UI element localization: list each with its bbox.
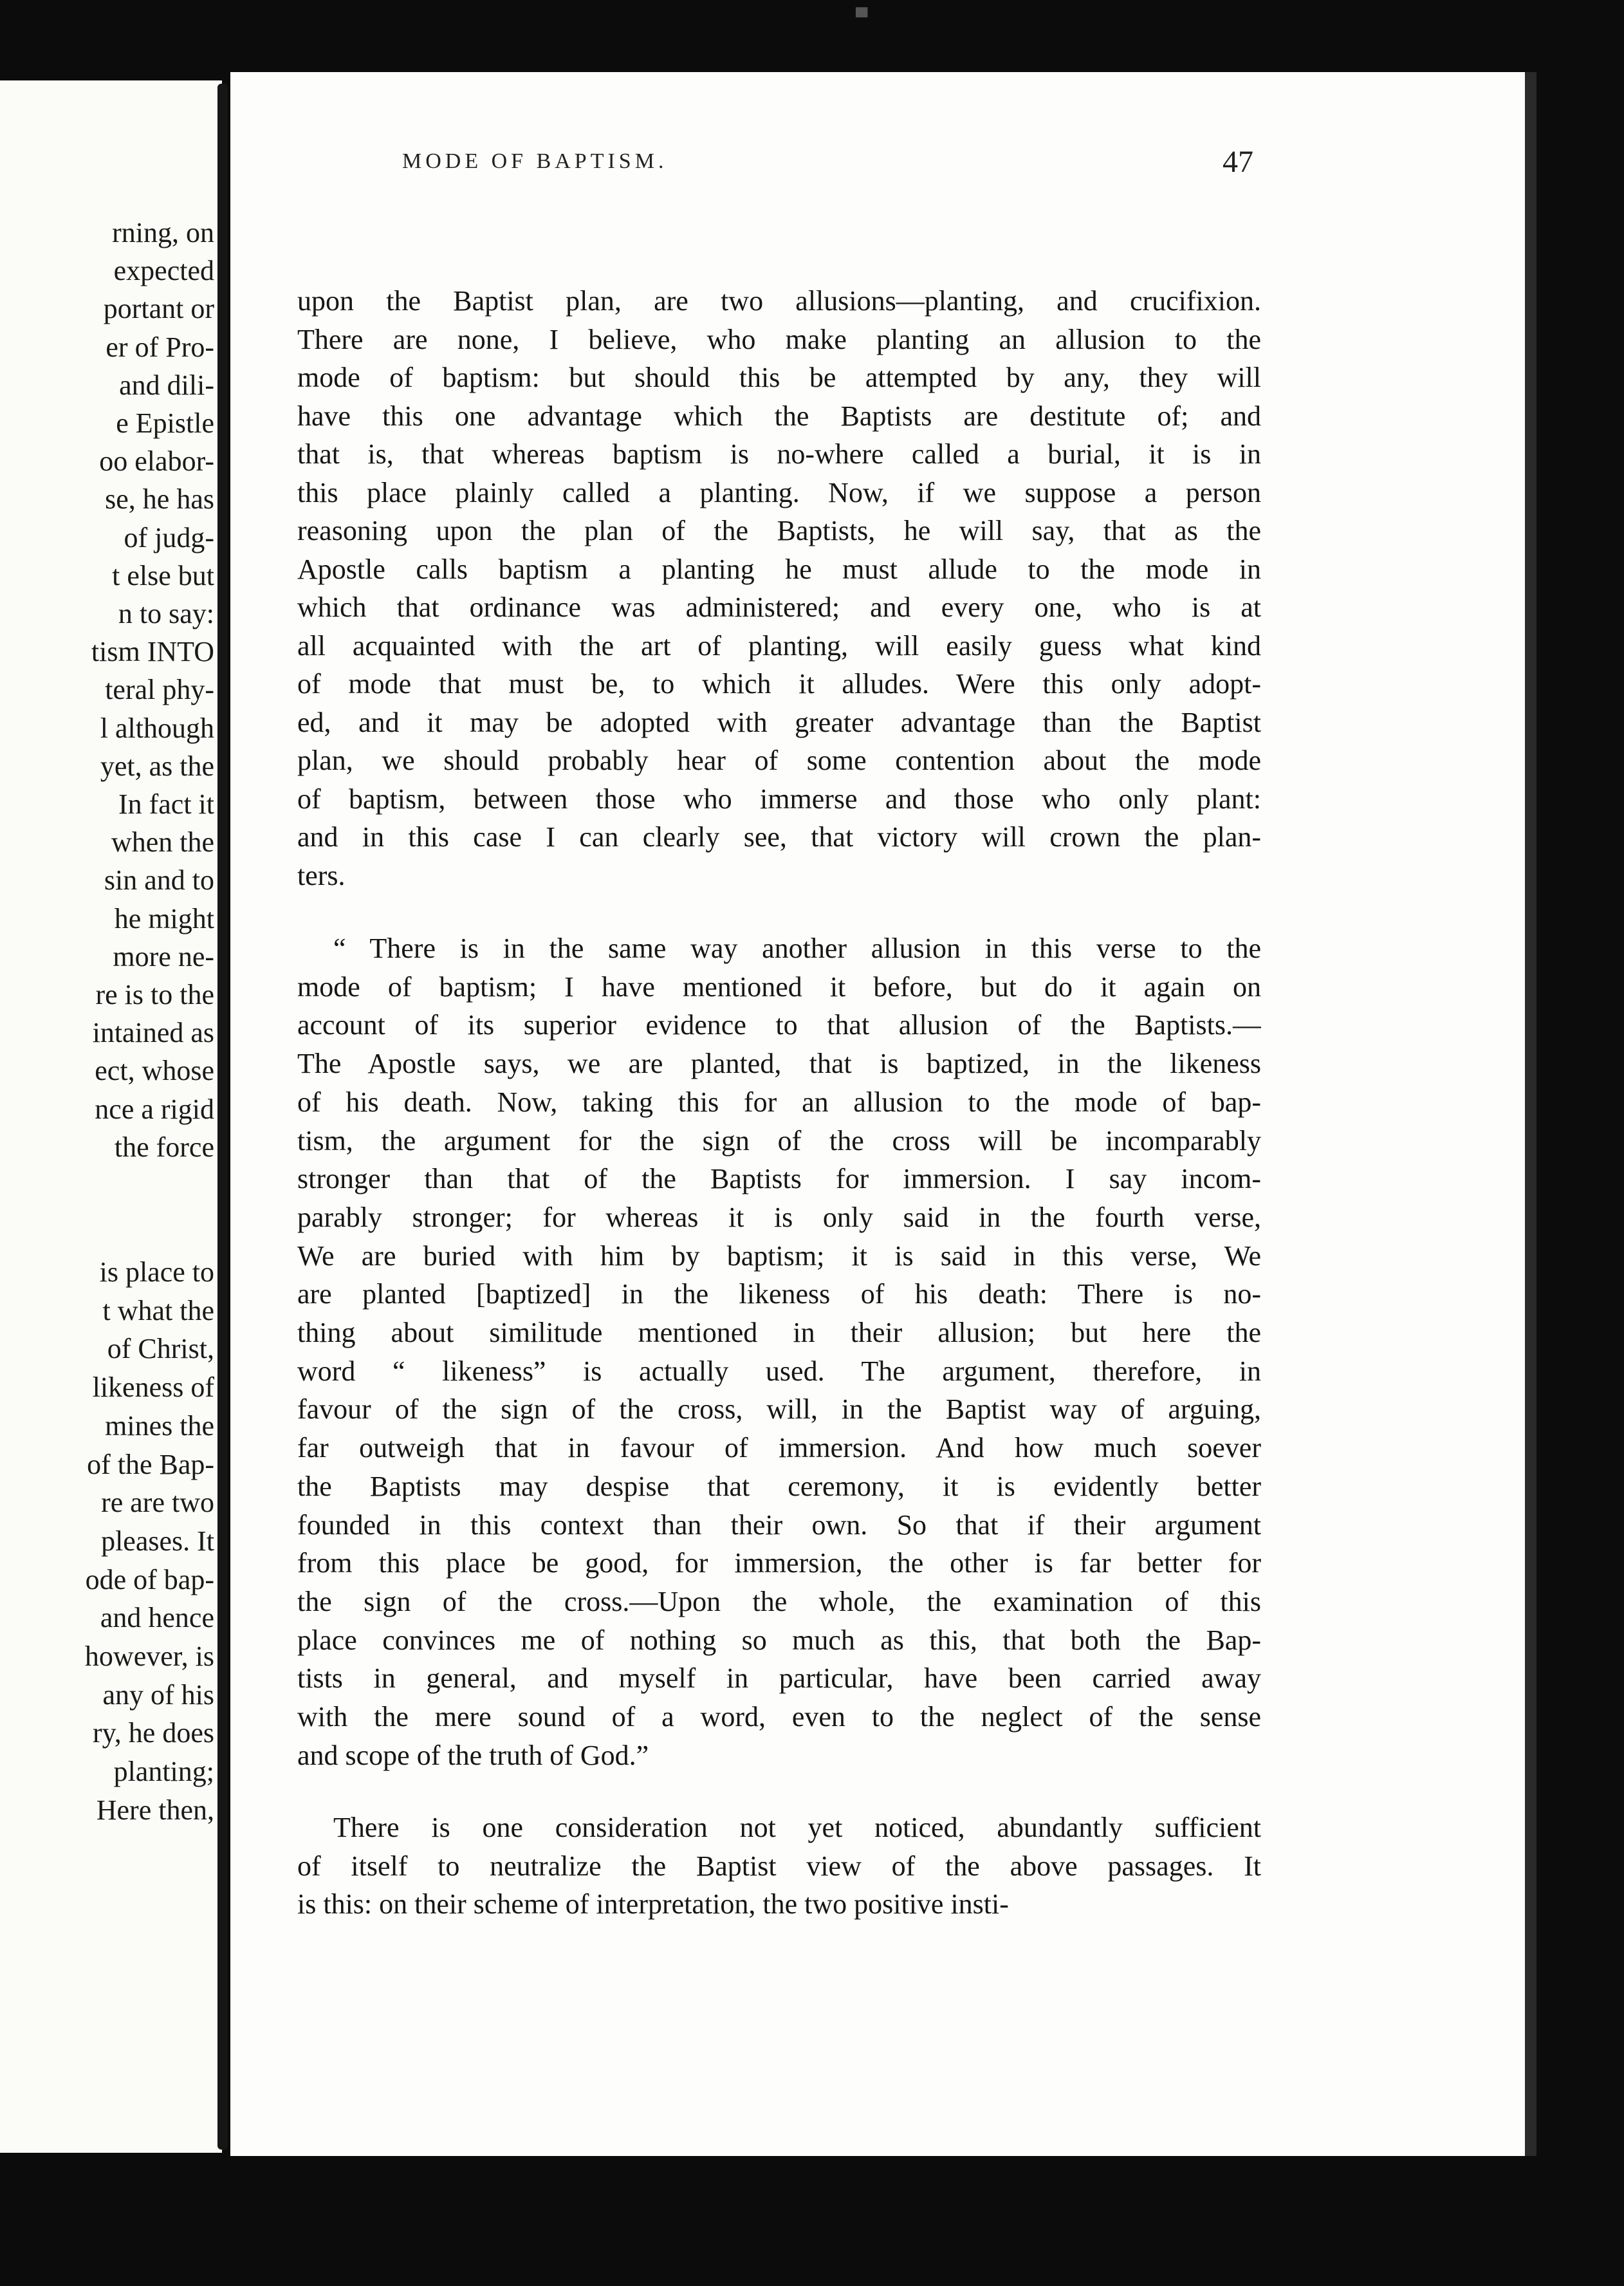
- left-page-text-line: he might: [114, 902, 214, 934]
- text-line: “ There is in the same way another allusion in this verse to the: [333, 933, 1261, 964]
- left-page-text-line: e Epistle: [116, 407, 214, 439]
- left-page-text-line: of judg-: [124, 521, 214, 553]
- text-line: are planted [baptized] in the likeness of his death: There is no-: [297, 1278, 1261, 1310]
- text-line: There is one consideration not yet noticed, abundantly sufficient: [333, 1812, 1261, 1843]
- left-page-text-line: intained as: [92, 1017, 214, 1049]
- left-page-text-line: In fact it: [118, 788, 214, 820]
- left-page-text-line: of Christ,: [107, 1333, 214, 1365]
- text-line: which that ordinance was administered; and every one, who is at: [297, 591, 1261, 623]
- left-page-text-line: ect, whose: [95, 1055, 214, 1087]
- text-line: account of its superior evidence to that allusion of the Baptists.—: [297, 1009, 1261, 1041]
- text-line: of baptism, between those who immerse and those who only plant:: [297, 783, 1261, 815]
- text-line: There are none, I believe, who make planting an allusion to the: [297, 323, 1261, 355]
- left-page-text-line: ode of bap-: [85, 1563, 214, 1595]
- page-edge-shadow: [1525, 72, 1536, 2156]
- left-page-text-line: yet, as the: [100, 750, 214, 782]
- text-line: is this: on their scheme of interpretation, the two positive insti-: [297, 1888, 1009, 1920]
- text-line: of mode that must be, to which it alludes. Were this only adopt-: [297, 668, 1261, 700]
- text-line: all acquainted with the art of planting, will easily guess what kind: [297, 629, 1261, 662]
- left-page-text-line: oo elabor-: [99, 445, 214, 478]
- text-line: the Baptists may despise that ceremony, it is evidently better: [297, 1470, 1261, 1502]
- left-page-text-line: ry, he does: [93, 1717, 214, 1749]
- text-line: this place plainly called a planting. Now, if we suppose a person: [297, 476, 1261, 508]
- text-line: have this one advantage which the Baptists are destitute of; and: [297, 400, 1261, 432]
- text-line: far outweigh that in favour of immersion. And how much soever: [297, 1432, 1261, 1464]
- left-page-text-line: pleases. It: [101, 1525, 214, 1557]
- left-page-text-line: t what the: [102, 1294, 214, 1326]
- left-page-text-line: t else but: [112, 559, 214, 591]
- left-page-text-line: er of Pro-: [106, 331, 214, 363]
- left-page-text-line: rning, on: [112, 217, 214, 248]
- scan-stray-mark: ▀: [856, 8, 868, 26]
- left-page-text-line: when the: [111, 826, 214, 859]
- left-page-text-line: planting;: [113, 1756, 214, 1788]
- left-page-text-line: is place to: [99, 1256, 214, 1288]
- left-page-text-line: sin and to: [104, 864, 214, 897]
- text-line: Apostle calls baptism a planting he must allude to the mode in: [297, 553, 1261, 585]
- left-page-text-line: expected: [113, 255, 214, 287]
- text-line: The Apostle says, we are planted, that is baptized, in the likeness: [297, 1048, 1261, 1080]
- left-page: [0, 80, 222, 2153]
- left-page-text-line: re are two: [101, 1487, 214, 1519]
- left-page-text-line: l although: [100, 712, 214, 744]
- left-page-text-line: the force: [114, 1131, 214, 1163]
- text-line: mode of baptism: but should this be attempted by any, they will: [297, 362, 1261, 393]
- text-line: place convinces me of nothing so much as this, that both the Bap-: [297, 1624, 1261, 1656]
- left-page-text-line: and dili-: [119, 369, 214, 401]
- text-line: parably stronger; for whereas it is only said in the fourth verse,: [297, 1201, 1261, 1233]
- text-line: tism, the argument for the sign of the cross will be incomparably: [297, 1124, 1261, 1157]
- left-page-text-line: more ne-: [113, 940, 214, 972]
- left-page-text-line: however, is: [84, 1640, 214, 1672]
- left-page-text-line: mines the: [105, 1409, 214, 1442]
- left-page-text-line: tism INTO: [91, 636, 214, 668]
- text-line: We are buried with him by baptism; it is said in this verse, We: [297, 1240, 1261, 1272]
- text-line: from this place be good, for immersion, the other is far better for: [297, 1547, 1261, 1579]
- text-line: favour of the sign of the cross, will, in the Baptist way of arguing,: [297, 1393, 1261, 1426]
- page-number: 47: [1223, 145, 1253, 179]
- text-line: of his death. Now, taking this for an allusion to the mode of bap-: [297, 1086, 1261, 1118]
- left-page-text-line: any of his: [102, 1678, 214, 1711]
- text-line: that is, that whereas baptism is no-where called a burial, it is in: [297, 438, 1261, 470]
- text-line: the sign of the cross.—Upon the whole, the examination of this: [297, 1585, 1261, 1617]
- text-line: and in this case I can clearly see, that victory will crown the plan-: [297, 821, 1261, 853]
- book-spine-gutter: [217, 84, 228, 2150]
- text-line: upon the Baptist plan, are two allusions—planting, and crucifixion.: [297, 285, 1261, 317]
- text-line: ters.: [297, 859, 346, 891]
- text-line: and scope of the truth of God.”: [297, 1739, 649, 1771]
- text-line: stronger than that of the Baptists for immersion. I say incom-: [297, 1163, 1261, 1195]
- text-line: word “ likeness” is actually used. The argument, therefore, in: [297, 1355, 1261, 1387]
- text-line: reasoning upon the plan of the Baptists, he will say, that as the: [297, 515, 1261, 546]
- text-line: plan, we should probably hear of some contention about the mode: [297, 745, 1261, 776]
- text-line: with the mere sound of a word, even to the neglect of the sense: [297, 1701, 1261, 1733]
- text-line: thing about similitude mentioned in their allusion; but here the: [297, 1317, 1261, 1348]
- left-page-text-line: re is to the: [95, 979, 214, 1010]
- left-page-text-line: and hence: [100, 1602, 214, 1634]
- text-line: ed, and it may be adopted with greater advantage than the Baptist: [297, 706, 1261, 738]
- text-line: mode of baptism; I have mentioned it before, but do it again on: [297, 971, 1261, 1003]
- left-page-text-line: of the Bap-: [87, 1448, 214, 1480]
- left-page-text-line: likeness of: [92, 1371, 214, 1404]
- left-page-text-line: teral phy-: [105, 674, 214, 706]
- left-page-text-line: n to say:: [118, 598, 214, 629]
- left-page-text-line: se, he has: [105, 483, 214, 516]
- left-page-text-line: Here then,: [96, 1794, 214, 1826]
- left-page-text-line: nce a rigid: [95, 1093, 214, 1125]
- text-line: founded in this context than their own. So that if their argument: [297, 1509, 1261, 1541]
- text-line: tists in general, and myself in particular, have been carried away: [297, 1662, 1261, 1695]
- running-head: MODE OF BAPTISM.: [402, 149, 668, 173]
- text-line: of itself to neutralize the Baptist view of the above passages. It: [297, 1850, 1261, 1882]
- left-page-text-line: portant or: [103, 293, 214, 325]
